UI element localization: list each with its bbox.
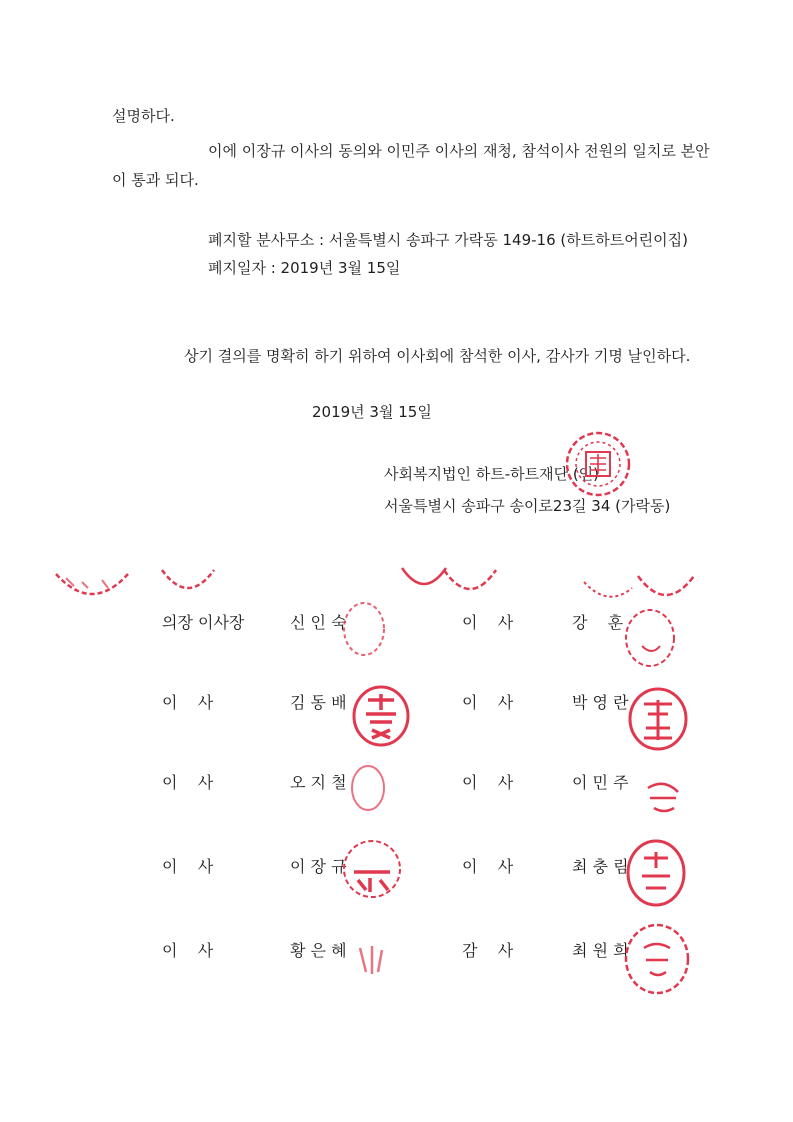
- resolution-text: 상기 결의를 명확히 하기 위하여 이사회에 참석한 이사, 감사가 기명 날인하다.: [184, 347, 691, 365]
- role-left-1: 의장 이사장: [162, 613, 245, 632]
- name-right-5: 최 원 희: [572, 941, 629, 960]
- partial-seal-4: [578, 566, 698, 618]
- seal-lee-minju: [640, 774, 686, 824]
- role-left-3: 이 사: [162, 773, 214, 792]
- seal-kang-hoon: [622, 606, 678, 674]
- role-right-2: 이 사: [462, 693, 514, 712]
- role-left-2: 이 사: [162, 693, 214, 712]
- role-right-3: 이 사: [462, 773, 514, 792]
- organization-address: 서울특별시 송파구 송이로23길 34 (가락동): [384, 497, 671, 515]
- role-right-1: 이 사: [462, 613, 514, 632]
- name-right-2: 박 영 란: [572, 693, 629, 712]
- partial-seal-3: [398, 560, 502, 610]
- closing-date: 폐지일자 : 2019년 3월 15일: [208, 259, 401, 277]
- name-left-5: 황 은 혜: [290, 941, 347, 960]
- partial-seal-2: [158, 560, 218, 606]
- partial-seal-1: [52, 560, 132, 612]
- name-left-3: 오 지 철: [290, 773, 347, 792]
- seal-choi-chungrim: [624, 838, 688, 912]
- body-line-3: 이 통과 되다.: [112, 171, 199, 189]
- seal-park-youngran: [626, 686, 690, 756]
- seal-hwang-eunhye: [352, 940, 392, 984]
- seal-lee-janggyu: [340, 838, 404, 904]
- body-line-2: 이에 이장규 이사의 동의와 이민주 이사의 재청, 참석이사 전원의 일치로 본안: [208, 142, 710, 160]
- seal-choi-wonhee: [622, 922, 692, 1000]
- document-date: 2019년 3월 15일: [312, 403, 432, 421]
- seal-kim-dongbae: [350, 684, 412, 752]
- organization-name: 사회복지법인 하트-하트재단 (인): [384, 465, 600, 483]
- role-right-5: 감 사: [462, 941, 514, 960]
- role-left-5: 이 사: [162, 941, 214, 960]
- name-left-2: 김 동 배: [290, 693, 347, 712]
- name-left-1: 신 인 숙: [290, 613, 347, 632]
- seal-oh-jicheol: [348, 762, 388, 818]
- name-right-3: 이 민 주: [572, 773, 629, 792]
- role-right-4: 이 사: [462, 857, 514, 876]
- body-line-1: 설명하다.: [112, 107, 175, 125]
- name-right-4: 최 충 림: [572, 857, 629, 876]
- seal-shin-insuk: [340, 600, 388, 662]
- name-left-4: 이 장 규: [290, 857, 347, 876]
- closing-place: 폐지할 분사무소 : 서울특별시 송파구 가락동 149-16 (하트하트어린이집): [208, 231, 689, 249]
- name-right-1: 강 훈: [572, 613, 624, 632]
- role-left-4: 이 사: [162, 857, 214, 876]
